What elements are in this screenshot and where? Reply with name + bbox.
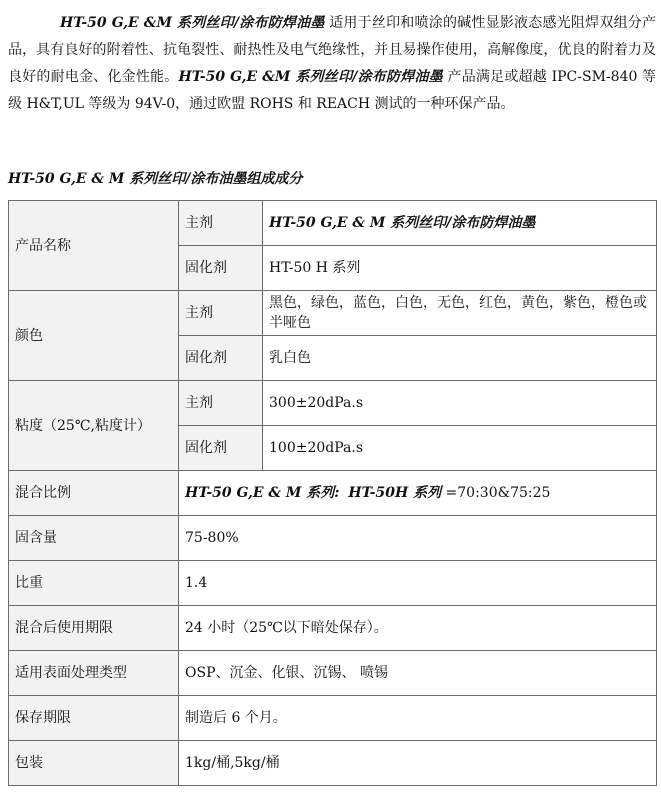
sub-label-main: 主剂	[179, 291, 263, 336]
value-surface-treatment: OSP、沉金、化银、沉锡、 喷锡	[179, 651, 657, 696]
row-label-shelf-life: 保存期限	[9, 696, 179, 741]
table-row	[9, 741, 657, 786]
row-label-specific-gravity: 比重	[9, 561, 179, 606]
value-shelf-life: 制造后 6 个月。	[179, 696, 657, 741]
section-title: HT-50 G,E & M 系列丝印/涂布油墨组成成分	[8, 171, 303, 187]
value-color-main: 黑色，绿色，蓝色，白色，无色，红色，黄色，紫色，橙色或半哑色	[263, 291, 657, 336]
value-pot-life: 24 小时（25℃以下暗处保存）。	[179, 606, 657, 651]
row-label-color: 颜色	[9, 291, 179, 381]
value-specific-gravity: 1.4	[179, 561, 657, 606]
sub-label-hardener: 固化剂	[179, 336, 263, 381]
table-row	[9, 381, 657, 426]
row-label-mix-ratio: 混合比例	[9, 471, 179, 516]
mix-ratio-part1: HT-50 G,E & M 系列:	[185, 485, 340, 501]
product-name-text: HT-50 G,E &M 系列丝印/涂布防焊油墨	[178, 69, 443, 85]
table-row	[9, 516, 657, 561]
value-color-hardener: 乳白色	[263, 336, 657, 381]
sub-label-main: 主剂	[179, 201, 263, 246]
sub-label-hardener: 固化剂	[179, 426, 263, 471]
table-row	[9, 561, 657, 606]
value-solid-content: 75-80%	[179, 516, 657, 561]
value-mix-ratio	[179, 471, 657, 516]
value-viscosity-hardener: 100±20dPa.s	[263, 426, 657, 471]
composition-table	[8, 200, 657, 786]
row-label-surface-treatment: 适用表面处理类型	[9, 651, 179, 696]
mix-ratio-part2: HT-50H 系列	[348, 485, 442, 501]
table-row	[9, 471, 657, 516]
value-product-main: HT-50 G,E & M 系列丝印/涂布防焊油墨	[263, 201, 657, 246]
table-row	[9, 651, 657, 696]
table-row	[9, 291, 657, 336]
mix-ratio-part3: =70:30&75:25	[445, 485, 551, 501]
row-label-pot-life: 混合后使用期限	[9, 606, 179, 651]
table-row	[9, 606, 657, 651]
row-label-viscosity: 粘度（25℃,粘度计）	[9, 381, 179, 471]
intro-text: 适用于丝印和喷涂的碱性显影液态感光阻焊双组分产品，具有良好的附着性、抗龟裂性、耐热性及电气绝缘性，并且易操作使用，高解像度，优良的附着力及良好的耐电金、化金性能。	[8, 15, 657, 85]
value-viscosity-main: 300±20dPa.s	[263, 381, 657, 426]
value-packaging: 1kg/桶,5kg/桶	[179, 741, 657, 786]
row-label-packaging: 包装	[9, 741, 179, 786]
table-row	[9, 696, 657, 741]
product-name-text: HT-50 G,E &M 系列丝印/涂布防焊油墨	[60, 15, 325, 31]
row-label-solid-content: 固含量	[9, 516, 179, 561]
sub-label-hardener: 固化剂	[179, 246, 263, 291]
sub-label-main: 主剂	[179, 381, 263, 426]
intro-paragraph	[8, 10, 656, 118]
value-product-hardener: HT-50 H 系列	[263, 246, 657, 291]
row-label-product-name: 产品名称	[9, 201, 179, 291]
intro-text: 产品满足或超越 IPC-SM-840 等级 H&T,UL 等级为 94V-0，通过欧盟 ROHS 和 REACH 测试的一种环保产品。	[8, 69, 657, 112]
table-row	[9, 201, 657, 246]
